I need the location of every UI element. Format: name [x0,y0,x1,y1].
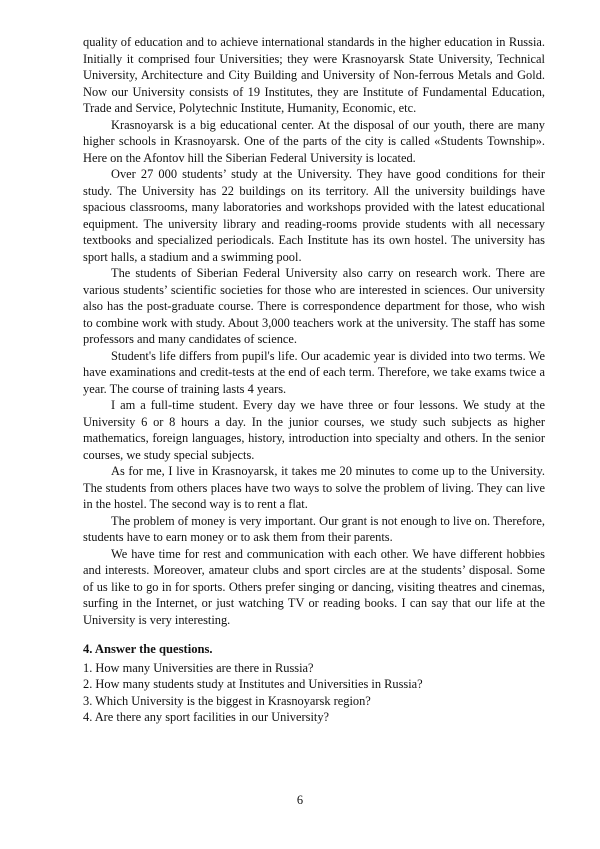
question-item: 3. Which University is the biggest in Krasnoyarsk region? [83,693,371,708]
document-page [83,34,545,726]
paragraph-rest: We have time for rest and communication with each other. We have different hobbies and interests. Moreover, amateur clubs and sport circles are at the students’ disposal. Some of us like to go in for sports. Others prefer singing or dancing, visiting theatres and cinemas, surfing in the Internet, or just watching TV or reading books. I can say that our life at the University is very interesting. [83,546,545,627]
paragraph-continuation: quality of education and to achieve international standards in the higher education in Russia. Initially it comprised four Universities; they were Krasnoyarsk State University, Technical University, Architecture and City Building and University of Non-ferrous Metals and Gold. Now our University consists of 19 Institutes, they are Institute of Fundamental Education, Trade and Service, Polytechnic Institute, Humanity, Economic, etc. [83,35,545,115]
question-list [83,660,545,726]
paragraph-full-time-student: I am a full-time student. Every day we have three or four lessons. We study at the University 6 or 8 hours a day. In the junior courses, we study such subjects as higher mathematics, foreign languages, history, introduction into specialty and others. In the senior courses, we study special subjects. [83,398,545,462]
paragraph-money: The problem of money is very important. Our grant is not enough to live on. Therefore, students have to earn money or to ask them from their parents. [83,513,545,544]
paragraph-student-life: Student's life differs from pupil's life. Our academic year is divided into two terms. We have examinations and credit-tests at the end of each term. Therefore, we take exams twice a year. The course of training lasts 4 years. [83,348,545,396]
question-item: 2. How many students study at Institutes and Universities in Russia? [83,677,423,691]
page-number: 6 [296,793,304,807]
section-heading: 4. Answer the questions. [83,642,213,656]
question-item: 1. How many Universities are there in Russia? [83,660,314,675]
question-item: 4. Are there any sport facilities in our University? [83,710,330,724]
paragraph-living: As for me, I live in Krasnoyarsk, it takes me 20 minutes to come up to the University. The students from others places have two ways to solve the problem of living. They can live in the hostel. The second way is to rent a flat. [83,464,545,511]
paragraph-educational-center: Krasnoyarsk is a big educational center. At the disposal of our youth, there are many higher schools in Krasnoyarsk. One of the parts of the city is called «Students Township». Here on the Afontov hill the Siberian Federal University is located. [83,117,545,165]
paragraph-students-study: Over 27 000 students’ study at the University. They have good conditions for their study. The University has 22 buildings on its territory. All the university buildings have spacious classrooms, many laboratories and workshops provided with the latest educational equipment. The university library and reading-rooms provide students with all necessary textbooks and specialized periodicals. Each Institute has its own hostel. The university has sport halls, a stadium and a swimming pool. [83,167,545,264]
body-text [83,34,545,628]
paragraph-research-work: The students of Siberian Federal University also carry on research work. There are various students’ scientific societies for those who are interested in sciences. Our university also has the post-graduate course. There is correspondence department for those, who wish to combine work with study. About 3,000 teachers work at the university. The staff has some professors and many candidates of science. [83,266,545,346]
